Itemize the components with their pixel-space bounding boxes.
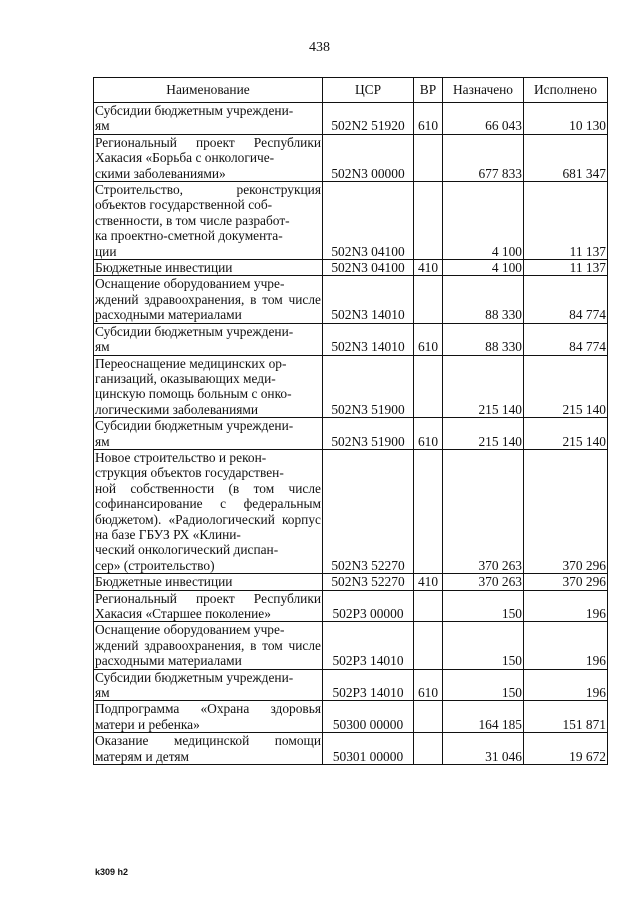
- row-executed-cell: 151 871: [524, 701, 608, 733]
- row-vr-cell: [414, 449, 443, 573]
- row-executed-cell: 370 296: [524, 449, 608, 573]
- row-name-cell: Оказание медицинской помощи матерям и детям: [95, 733, 321, 764]
- header-csr: ЦСР: [323, 78, 414, 103]
- row-name-cell: Оснащение оборудованием учре- ждений здравоохранения, в том числе расходными материалами: [95, 622, 321, 669]
- table-row: [94, 182, 608, 260]
- row-executed-cell: 370 296: [524, 574, 608, 590]
- row-planned-cell: 370 263: [443, 449, 524, 573]
- row-vr-cell: [414, 590, 443, 622]
- row-executed-cell: 196: [524, 622, 608, 669]
- row-executed-cell: 215 140: [524, 355, 608, 418]
- row-executed-cell: 215 140: [524, 418, 608, 450]
- row-vr-cell: 410: [414, 260, 443, 276]
- table-row: [94, 134, 608, 181]
- row-planned-cell: 4 100: [443, 182, 524, 260]
- row-planned-cell: 88 330: [443, 323, 524, 355]
- row-executed-cell: 84 774: [524, 276, 608, 323]
- row-csr-cell: 502N3 14010: [323, 276, 414, 323]
- row-vr-cell: [414, 134, 443, 181]
- row-name-cell: Субсидии бюджетным учреждени- ям: [94, 669, 323, 701]
- row-vr-cell: [414, 733, 443, 765]
- table-row: [94, 701, 608, 733]
- row-name-cell: Субсидии бюджетным учреждени- ям: [94, 323, 323, 355]
- row-planned-cell: 66 043: [443, 103, 524, 135]
- table-row: [94, 733, 608, 765]
- row-csr-cell: 502N3 14010: [323, 323, 414, 355]
- row-vr-cell: 410: [414, 574, 443, 590]
- row-csr-cell: 50300 00000: [323, 701, 414, 733]
- row-name-cell: Строительство, реконструкция объектов государственной соб- ственности, в том числе разработ- ка проектно-сметной документа- ции: [95, 182, 321, 259]
- budget-table: [93, 77, 608, 765]
- row-vr-cell: 610: [414, 418, 443, 450]
- page-number: 438: [309, 40, 330, 55]
- row-name-cell: Региональный проект Республики Хакасия «Старшее поколение»: [95, 590, 321, 621]
- table-row: [94, 590, 608, 622]
- row-csr-cell: 502N3 51900: [323, 418, 414, 450]
- table-row: [94, 449, 608, 573]
- row-csr-cell: 502N3 52270: [323, 574, 414, 590]
- row-vr-cell: [414, 276, 443, 323]
- header-vr: ВР: [414, 78, 443, 103]
- row-vr-cell: [414, 355, 443, 418]
- row-vr-cell: 610: [414, 323, 443, 355]
- row-planned-cell: 88 330: [443, 276, 524, 323]
- row-planned-cell: 370 263: [443, 574, 524, 590]
- table-row: [94, 418, 608, 450]
- row-vr-cell: 610: [414, 669, 443, 701]
- row-executed-cell: 196: [524, 669, 608, 701]
- row-name-cell: Подпрограмма «Охрана здоровья матери и ребенка»: [95, 701, 321, 732]
- header-executed: Исполнено: [524, 78, 608, 103]
- row-planned-cell: 31 046: [443, 733, 524, 765]
- row-executed-cell: 681 347: [524, 134, 608, 181]
- row-executed-cell: 84 774: [524, 323, 608, 355]
- row-vr-cell: [414, 701, 443, 733]
- row-planned-cell: 150: [443, 669, 524, 701]
- row-planned-cell: 150: [443, 590, 524, 622]
- row-csr-cell: 502N3 52270: [323, 449, 414, 573]
- row-name-cell: Региональный проект Республики Хакасия «Борьба с онкологиче- скими заболеваниями»: [95, 134, 321, 181]
- table-row: [94, 323, 608, 355]
- row-csr-cell: 502P3 14010: [323, 669, 414, 701]
- header-planned: Назначено: [443, 78, 524, 103]
- table-row: [94, 622, 608, 669]
- row-csr-cell: 502N3 04100: [323, 260, 414, 276]
- row-csr-cell: 502N3 04100: [323, 182, 414, 260]
- table-row: [94, 260, 608, 276]
- row-csr-cell: 502N2 51920: [323, 103, 414, 135]
- row-csr-cell: 502N3 51900: [323, 355, 414, 418]
- row-vr-cell: [414, 182, 443, 260]
- row-csr-cell: 502P3 00000: [323, 590, 414, 622]
- row-executed-cell: 10 130: [524, 103, 608, 135]
- row-planned-cell: 150: [443, 622, 524, 669]
- row-executed-cell: 196: [524, 590, 608, 622]
- row-planned-cell: 215 140: [443, 355, 524, 418]
- row-name-cell: Новое строительство и рекон- струкция объектов государствен- ной собственности (в том числе софинансирование с федеральным бюджетом). «Радиологический корпус на базе ГБУЗ РХ «Клини- ческий онкологический диспан- сер» (строительство): [95, 449, 321, 573]
- row-name-cell: Бюджетные инвестиции: [94, 260, 323, 276]
- row-vr-cell: [414, 622, 443, 669]
- row-csr-cell: 502N3 00000: [323, 134, 414, 181]
- row-planned-cell: 215 140: [443, 418, 524, 450]
- row-name-cell: Оснащение оборудованием учре- ждений здравоохранения, в том числе расходными материалами: [95, 276, 321, 323]
- row-vr-cell: 610: [414, 103, 443, 135]
- table-body: [94, 103, 608, 765]
- row-name-cell: Субсидии бюджетным учреждени- ям: [94, 418, 323, 450]
- row-csr-cell: 502P3 14010: [323, 622, 414, 669]
- row-csr-cell: 50301 00000: [323, 733, 414, 765]
- table-row: [94, 103, 608, 135]
- table-row: [94, 574, 608, 590]
- table-header-row: [94, 78, 608, 103]
- row-planned-cell: 677 833: [443, 134, 524, 181]
- row-name-cell: Субсидии бюджетным учреждени- ям: [94, 103, 323, 135]
- row-executed-cell: 11 137: [524, 260, 608, 276]
- row-name-cell: Бюджетные инвестиции: [94, 574, 323, 590]
- row-planned-cell: 164 185: [443, 701, 524, 733]
- header-name: Наименование: [94, 78, 323, 103]
- table-row: [94, 276, 608, 323]
- row-name-cell: Переоснащение медицинских ор- ганизаций, оказывающих меди- цинскую помощь больным с онко- логическими заболеваниями: [94, 355, 323, 418]
- table-row: [94, 669, 608, 701]
- table-row: [94, 355, 608, 418]
- row-planned-cell: 4 100: [443, 260, 524, 276]
- footer-code: k309 h2: [95, 867, 129, 877]
- row-executed-cell: 19 672: [524, 733, 608, 765]
- row-executed-cell: 11 137: [524, 182, 608, 260]
